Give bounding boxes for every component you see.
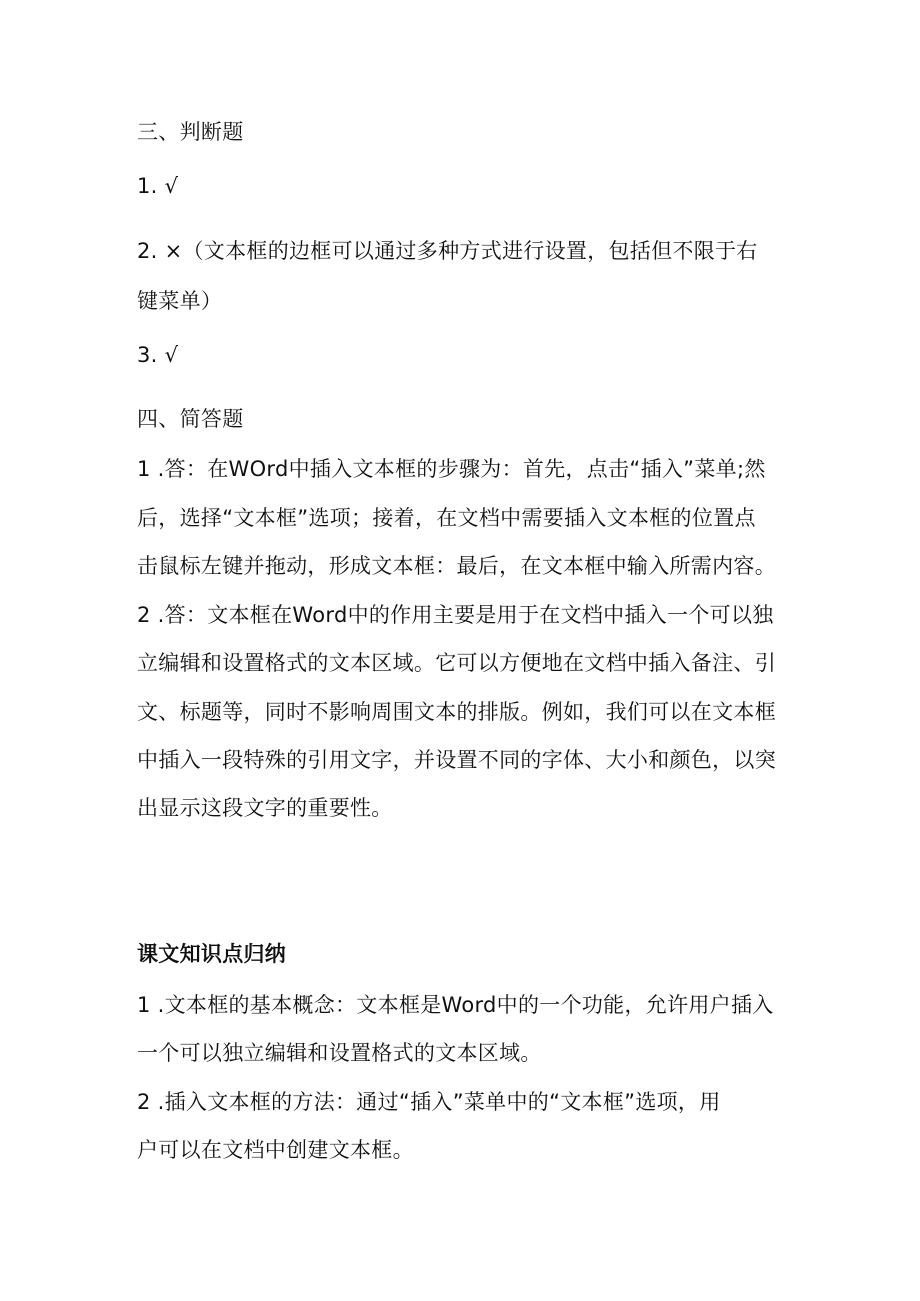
judgment-item-2-line-1: 2. ×（文本框的边框可以通过多种方式进行设置，包括但不限于右 bbox=[137, 239, 758, 263]
summary-title: 课文知识点归纳 bbox=[137, 942, 287, 966]
section-title-short-answer: 四、简答题 bbox=[137, 407, 244, 431]
answer-1-line-3: 击鼠标左键并拖动，形成文本框：最后，在文本框中输入所需内容。 bbox=[137, 554, 776, 578]
summary-point-1-line-1: 1 .文本框的基本概念：文本框是Word中的一个功能，允许用户插入 bbox=[137, 993, 774, 1017]
judgment-item-2-line-2: 键菜单） bbox=[137, 289, 223, 313]
answer-1-line-2: 后，选择“文本框”选项；接着，在文档中需要插入文本框的位置点 bbox=[137, 506, 756, 530]
section-title-judgment: 三、判断题 bbox=[137, 120, 244, 144]
judgment-item-1: 1. √ bbox=[137, 174, 179, 198]
judgment-item-3: 3. √ bbox=[137, 343, 179, 367]
answer-2-line-1: 2 .答：文本框在Word中的作用主要是用于在文档中插入一个可以独 bbox=[137, 603, 774, 627]
answer-1-line-1: 1 .答：在WOrd中插入文本框的步骤为：首先，点击“插入”菜单;然 bbox=[137, 457, 766, 481]
answer-2-line-3: 文、标题等，同时不影响周围文本的排版。例如，我们可以在文本框 bbox=[137, 700, 776, 724]
answer-2-line-4: 中插入一段特殊的引用文字，并设置不同的字体、大小和颜色，以突 bbox=[137, 748, 776, 772]
answer-2-line-2: 立编辑和设置格式的文本区域。它可以方便地在文档中插入备注、引 bbox=[137, 651, 776, 675]
summary-point-2-line-2: 户可以在文档中创建文本框。 bbox=[137, 1138, 414, 1162]
summary-point-1-line-2: 一个可以独立编辑和设置格式的文本区域。 bbox=[137, 1041, 542, 1065]
summary-point-2-line-1: 2 .插入文本框的方法：通过“插入”菜单中的“文本框”选项，用 bbox=[137, 1090, 721, 1114]
answer-2-line-5: 出显示这段文字的重要性。 bbox=[137, 796, 393, 820]
